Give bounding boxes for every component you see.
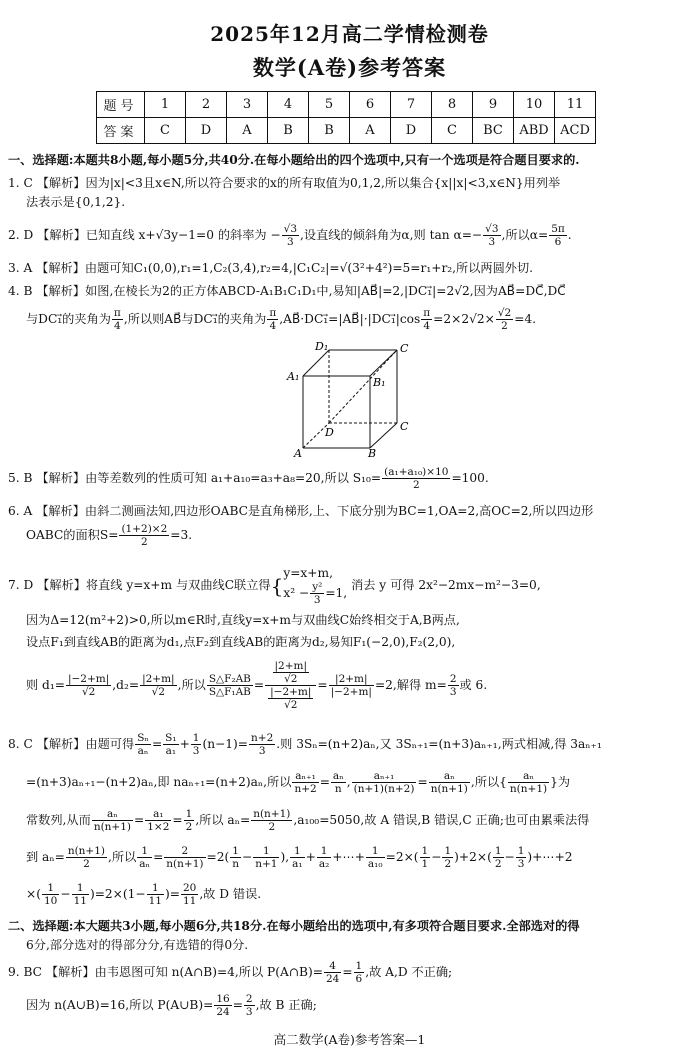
numerator: 1: [147, 882, 164, 895]
fraction: [140, 673, 177, 698]
text: 或 6.: [459, 678, 488, 692]
answer-table: [96, 91, 596, 144]
text: )=2×(1−: [89, 887, 146, 901]
numerator: |2+m|: [329, 673, 374, 686]
text: OABC的面积S=: [26, 528, 119, 542]
text: .则 3Sₙ=(n+2)aₙ,又 3Sₙ₊₁=(n+3)aₙ₊₁,两式相减,得 3aₙ₊₁: [276, 737, 602, 751]
numerator: S△F₂AB: [208, 673, 251, 685]
text: +: [305, 850, 316, 864]
text: =: [317, 678, 328, 692]
denominator: 3: [287, 236, 294, 248]
text: ,d₂=: [112, 678, 140, 692]
denominator: 24: [216, 1006, 230, 1018]
q4-line2: [26, 307, 699, 337]
fraction: [137, 845, 152, 870]
numerator: 20: [182, 882, 197, 894]
fraction: [249, 732, 275, 757]
denominator: aₙ: [139, 858, 151, 870]
q9-line1: [8, 960, 699, 990]
vertex-label: D: [325, 426, 334, 439]
numerator: 1: [366, 845, 385, 858]
vertex-label: B: [368, 447, 377, 458]
fraction: [66, 845, 107, 870]
fraction: [66, 673, 111, 698]
numerator: 5π: [551, 223, 565, 235]
vertex-label: A: [294, 447, 302, 458]
q8-line1: [8, 732, 699, 762]
denominator: 3: [449, 686, 457, 698]
table-cell: D: [391, 118, 432, 144]
denominator: n+1: [255, 858, 278, 870]
text: =2×(: [385, 850, 419, 864]
denominator: 2: [83, 858, 90, 870]
table-cell: A: [350, 118, 391, 144]
text: −: [242, 850, 253, 864]
table-cell: C: [432, 118, 473, 144]
answer-table-question-row: [97, 92, 596, 118]
fraction: [251, 808, 292, 833]
numerator: |−2+m|: [67, 673, 110, 685]
numerator: 2: [449, 673, 457, 685]
denominator: a₁₀: [367, 858, 383, 870]
denominator: 3: [258, 745, 266, 757]
text: =: [417, 775, 428, 789]
table-cell: B: [309, 118, 350, 144]
numerator: aₙ: [332, 770, 344, 782]
fraction: [317, 845, 331, 870]
numerator: n+2: [251, 732, 274, 744]
numerator: [265, 660, 316, 686]
fraction: [354, 960, 365, 985]
text: (n−1)=: [202, 737, 249, 751]
fraction: [382, 466, 450, 491]
text: 消去 y 可得 2x²−2mx−m²−3=0,: [351, 578, 541, 592]
text: 与DC₁⃗的夹角为: [26, 312, 111, 326]
fraction: [448, 673, 459, 698]
denominator: 2: [412, 479, 420, 491]
numerator: √3: [485, 223, 499, 235]
text: =: [134, 813, 145, 827]
numerator: 1: [290, 845, 304, 858]
denominator: n(n+1): [509, 783, 548, 795]
cube-diagram: [285, 338, 415, 458]
numerator: 1: [421, 845, 429, 857]
fraction: [493, 845, 504, 870]
text: 9. BC 【解析】由韦恩图可知 n(A∩B)=4,所以 P(A∩B)=: [8, 965, 323, 979]
text: ,设直线的倾斜角为α,则 tan α=−: [300, 228, 483, 242]
text: =: [319, 775, 330, 789]
table-cell: 7: [391, 92, 432, 118]
denominator: 2: [494, 858, 502, 870]
denominator: S△F₁AB: [208, 686, 251, 698]
table-cell: BC: [473, 118, 514, 144]
denominator: a₂: [318, 858, 330, 870]
text: )+⋯+2: [527, 850, 573, 864]
answer-table-q-label: 题号: [97, 92, 145, 118]
text: =2,解得 m=: [374, 678, 447, 692]
fraction: [145, 808, 171, 833]
answer-table-a-label: 答案: [97, 118, 145, 144]
table-cell: 2: [186, 92, 227, 118]
text: =: [342, 965, 353, 979]
vertex-label: C: [400, 420, 409, 433]
denominator: √2: [81, 686, 96, 698]
q6-line2: [26, 523, 699, 553]
numerator: π: [423, 307, 431, 319]
fraction: [147, 882, 164, 907]
numerator: 1: [192, 732, 200, 744]
numerator: S₁: [165, 732, 177, 744]
numerator: 1: [494, 845, 502, 857]
text: ,所以则AB⃗与DC₁⃗的夹角为: [123, 312, 267, 326]
numerator: 1: [317, 845, 331, 858]
fraction: [508, 770, 549, 795]
numerator: n(n+1): [253, 808, 291, 820]
page-footer: 高二数学(A卷)参考答案—1: [273, 1032, 426, 1047]
fraction: [292, 770, 318, 795]
numerator: Sₙ: [137, 732, 149, 744]
numerator: n(n+1): [67, 845, 106, 857]
numerator: (1+2)×2: [121, 523, 168, 535]
q7-line4: [26, 660, 699, 720]
text: =3.: [170, 528, 193, 542]
text: =: [253, 678, 265, 692]
numerator: 1: [230, 845, 241, 858]
section2-heading-line1: 二、选择题:本大题共3小题,每小题6分,共18分.在每小题给出的选项中,有多项符合题目要求.全部选对的得: [8, 919, 580, 933]
numerator: 2: [245, 993, 253, 1005]
denominator: aₙ: [137, 745, 149, 757]
denominator: 11: [148, 895, 162, 907]
fraction: [282, 223, 299, 248]
fraction: [207, 673, 253, 698]
fraction: [112, 307, 123, 332]
denominator: 3: [313, 594, 321, 606]
text: x² −: [283, 586, 310, 600]
denominator: n: [232, 858, 239, 870]
text: ,: [346, 775, 351, 789]
fraction: [230, 845, 241, 870]
text: =: [172, 813, 183, 827]
text: −: [60, 887, 71, 901]
numerator: y²: [312, 581, 323, 593]
q7-line2: 因为Δ=12(m²+2)>0,所以m∈R时,直线y=x+m与双曲线C始终相交于A,B两点,: [26, 613, 460, 627]
text: }为: [550, 775, 571, 789]
text: =1,: [325, 586, 348, 600]
denominator: 4: [269, 320, 277, 332]
numerator: 4: [324, 960, 341, 973]
fraction: [119, 523, 169, 548]
table-cell: ACD: [555, 118, 596, 144]
page-title: 2025年12月高二学情检测卷: [210, 22, 489, 46]
numerator: |2+m|: [274, 660, 308, 672]
numerator: π: [269, 307, 277, 319]
numerator: √2: [497, 307, 512, 319]
q4-line1: 4. B 【解析】如图,在棱长为2的正方体ABCD-A₁B₁C₁D₁中,易知|AB⃗|=2,|DC₁⃗|=2√2,因为AB⃗=DC⃗,DC⃗: [8, 284, 566, 298]
numerator: 1: [137, 845, 152, 858]
denominator: 2: [444, 858, 452, 870]
q1-line2: 法表示是{0,1,2}.: [26, 195, 126, 209]
text: 因为 n(A∪B)=16,所以 P(A∪B)=: [26, 998, 214, 1012]
text: =(n+3)aₙ₊₁−(n+2)aₙ,即 naₙ₊₁=(n+2)aₙ,所以: [26, 775, 292, 789]
table-cell: 9: [473, 92, 514, 118]
numerator: 2: [164, 845, 205, 858]
denominator: [265, 686, 316, 711]
denominator: √2: [284, 673, 298, 685]
numerator: √3: [283, 223, 298, 235]
denominator: 4: [423, 320, 431, 332]
denominator: a₁: [165, 745, 177, 757]
table-cell: 3: [227, 92, 268, 118]
fraction: [164, 845, 205, 870]
text: ),: [280, 850, 290, 864]
table-cell: 8: [432, 92, 473, 118]
text: +: [179, 737, 190, 751]
table-cell: 4: [268, 92, 309, 118]
section2-heading-line2: 6分,部分选对的得部分分,有选错的得0分.: [26, 938, 249, 952]
denominator: √2: [151, 686, 165, 698]
numerator: a₁: [145, 808, 171, 821]
text: ×(: [26, 887, 41, 901]
text: =2×2√2×: [433, 312, 495, 326]
table-cell: A: [227, 118, 268, 144]
q7-line1: [8, 565, 699, 605]
numerator: 1: [42, 882, 59, 895]
table-cell: 11: [555, 92, 596, 118]
fraction: [191, 732, 202, 757]
q9-line2: [26, 993, 699, 1023]
denominator: 24: [325, 973, 340, 985]
numerator: 16: [216, 993, 230, 1005]
numerator: 1: [517, 845, 525, 857]
denominator: 4: [114, 320, 121, 332]
numerator: aₙ₊₁: [292, 770, 318, 783]
text: ,所以: [177, 678, 206, 692]
fraction: [421, 307, 432, 332]
denominator: 3: [517, 858, 525, 870]
table-cell: 1: [145, 92, 186, 118]
text: 7. D 【解析】将直线 y=x+m 与双曲线C联立得: [8, 578, 271, 592]
denominator: 1: [421, 858, 429, 870]
text: ,所以: [108, 850, 137, 864]
q8-line3: [26, 808, 699, 838]
fraction: [310, 581, 324, 606]
text: =: [153, 850, 164, 864]
text: −: [504, 850, 515, 864]
text: .: [567, 228, 572, 242]
vertex-label: B₁: [373, 376, 386, 389]
fraction: [290, 845, 304, 870]
text: ,a₁₀₀=5050,故 A 错误,B 错误,C 正确;也可由累乘法得: [293, 813, 590, 827]
q1-line1: 1. C 【解析】因为|x|<3且x∈N,所以符合要求的x的所有取值为0,1,2,所以集合{x||x|<3,x∈N}用列举: [8, 176, 561, 190]
text: −: [431, 850, 442, 864]
numerator: 1: [253, 845, 279, 858]
text: 则 d₁=: [26, 678, 65, 692]
denominator: 10: [43, 895, 58, 907]
equation: y=x+m,: [283, 566, 333, 580]
compound-fraction: [265, 660, 316, 711]
table-cell: 10: [514, 92, 555, 118]
fraction: [42, 882, 59, 907]
fraction: [72, 882, 89, 907]
table-cell: 6: [350, 92, 391, 118]
fraction: [273, 660, 310, 685]
page-subtitle: 数学(A卷)参考答案: [252, 55, 447, 80]
section1-heading: 一、选择题:本题共8小题,每小题5分,共40分.在每小题给出的四个选项中,只有一个选项是符合题目要求的.: [8, 153, 580, 167]
numerator: 1: [185, 808, 193, 820]
fraction: [366, 845, 385, 870]
table-cell: C: [145, 118, 186, 144]
fraction: [549, 223, 567, 248]
text: ,故 A,D 不正确;: [365, 965, 453, 979]
q2-line: [8, 223, 699, 253]
text: ,所以{: [470, 775, 507, 789]
denominator: n: [334, 783, 342, 795]
text: )=: [164, 887, 180, 901]
fraction: [331, 770, 346, 795]
denominator: 3: [488, 236, 496, 248]
denominator: 1×2: [147, 821, 170, 833]
denominator: 11: [73, 895, 87, 907]
fraction: [268, 686, 313, 711]
denominator: n+2: [294, 783, 317, 795]
table-cell: 5: [309, 92, 350, 118]
text: 8. C 【解析】由题可得: [8, 737, 135, 751]
table-cell: ABD: [514, 118, 555, 144]
fraction: [184, 808, 195, 833]
text: =2(: [206, 850, 230, 864]
fraction: [267, 307, 278, 332]
denominator: 11: [182, 895, 197, 907]
numerator: aₙ₊₁: [352, 770, 417, 783]
numerator: |2+m|: [142, 673, 175, 685]
q8-line5: [26, 882, 699, 912]
equation: [283, 581, 347, 606]
table-cell: D: [186, 118, 227, 144]
text: 5. B 【解析】由等差数列的性质可知 a₁+a₁₀=a₃+a₈=20,所以 S₁₀=: [8, 471, 382, 485]
text: ,所以 aₙ=: [195, 813, 251, 827]
fraction: [516, 845, 527, 870]
brace: {: [270, 573, 284, 598]
denominator: n(n+1): [430, 783, 468, 795]
numerator: 1: [355, 960, 363, 972]
denominator: (n+1)(n+2): [353, 783, 415, 795]
vertex-label: D₁: [315, 340, 329, 353]
denominator: n(n+1): [166, 858, 204, 870]
q5-line: [8, 466, 699, 496]
text: =: [151, 737, 163, 751]
numerator: π: [113, 307, 121, 319]
equation-system: [283, 565, 347, 606]
fraction: [420, 845, 431, 870]
fraction: [253, 845, 279, 870]
fraction: [483, 223, 500, 248]
fraction: [496, 307, 513, 332]
fraction: [163, 732, 178, 757]
fraction: [329, 673, 374, 698]
q6-line1: 6. A 【解析】由斜二测画法知,四边形OABC是直角梯形,上、下底分别为BC=1,OA=2,高OC=2,所以四边形: [8, 504, 594, 518]
denominator: n(n+1): [93, 821, 132, 833]
numerator: (a₁+a₁₀)×10: [384, 466, 449, 478]
q7-line3: 设点F₁到直线AB的距离为d₁,点F₂到直线AB的距离为d₂,易知F₁(−2,0),F₂(2,0),: [26, 635, 456, 649]
q8-line4: [26, 845, 699, 875]
text: 2. D 【解析】已知直线 x+√3y−1=0 的斜率为 −: [8, 228, 281, 242]
text: 到 aₙ=: [26, 850, 65, 864]
text: ,故 D 错误.: [199, 887, 262, 901]
q3-line: 3. A 【解析】由题可知C₁(0,0),r₁=1,C₂(3,4),r₂=4,|C₁C₂|=√(3²+4²)=5=r₁+r₂,所以两圆外切.: [8, 261, 534, 275]
denominator: 2: [185, 821, 193, 833]
denominator: 2: [268, 821, 276, 833]
fraction: [324, 960, 341, 985]
denominator: 6: [355, 973, 363, 985]
text: =100.: [451, 471, 489, 485]
fraction: [92, 808, 133, 833]
denominator: a₁: [292, 858, 303, 870]
vertex-label: C: [400, 342, 409, 355]
denominator: |−2+m|: [330, 686, 372, 698]
numerator: aₙ: [429, 770, 470, 783]
denominator: 6: [554, 236, 562, 248]
numerator: aₙ: [92, 808, 133, 821]
denominator: √2: [284, 699, 298, 711]
text: +⋯+: [332, 850, 365, 864]
fraction: [214, 993, 231, 1018]
denominator: 2: [141, 536, 148, 548]
text: 常数列,从而: [26, 813, 91, 827]
denominator: 3: [192, 745, 200, 757]
fraction: [429, 770, 470, 795]
fraction: [352, 770, 417, 795]
table-cell: B: [268, 118, 309, 144]
text: ,所以α=: [501, 228, 549, 242]
text: )+2×(: [454, 850, 492, 864]
numerator: 1: [444, 845, 452, 857]
text: =: [232, 998, 243, 1012]
denominator: 2: [501, 320, 508, 332]
vertex-label: A₁: [287, 370, 300, 383]
fraction: [244, 993, 255, 1018]
text: ,AB⃗·DC₁⃗=|AB⃗|·|DC₁⃗|cos: [279, 312, 421, 326]
text: ,故 B 正确;: [255, 998, 317, 1012]
numerator: aₙ: [508, 770, 549, 783]
numerator: |−2+m|: [270, 686, 312, 698]
numerator: 1: [72, 882, 89, 895]
fraction: [135, 732, 151, 757]
fraction: [181, 882, 198, 907]
text: =4.: [514, 312, 537, 326]
denominator: 3: [245, 1006, 253, 1018]
fraction: [442, 845, 453, 870]
answer-table-answer-row: [97, 118, 596, 144]
q8-line2: [26, 770, 699, 800]
